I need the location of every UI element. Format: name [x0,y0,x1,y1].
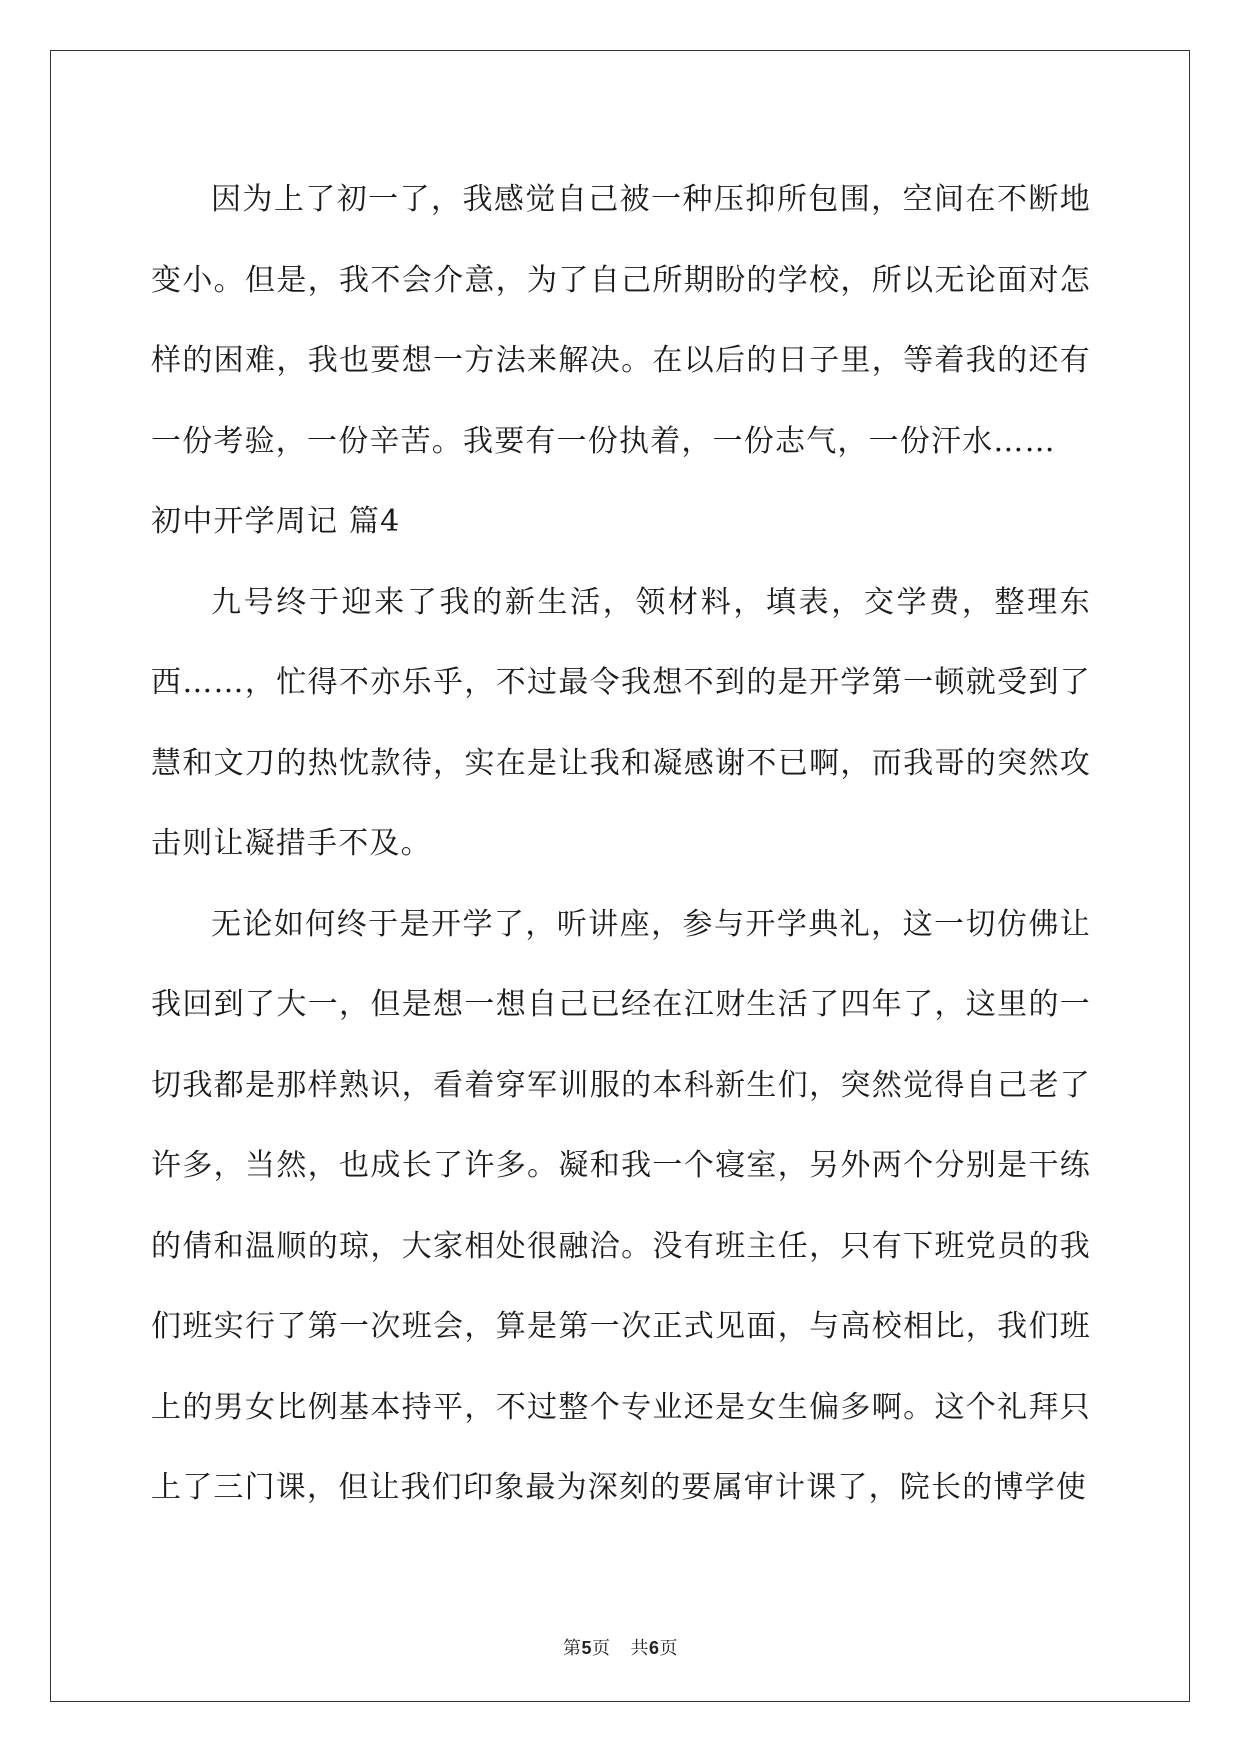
page-prefix: 第 [562,1638,582,1659]
page-total: 6 [649,1638,660,1658]
page-current: 5 [581,1638,592,1658]
paragraph-3: 无论如何终于是开学了，听讲座，参与开学典礼，这一切仿佛让我回到了大一，但是想一想自己已经在江财生活了四年了，这里的一切我都是那样熟识，看着穿军训服的本科新生们，突然觉得自己老了许多，当然，也成长了许多。凝和我一个寝室，另外两个分别是干练的倩和温顺的琼，大家相处很融洽。没有班主任，只有下班党员的我们班实行了第一次班会，算是第一次正式见面，与高校相比，我们班上的男女比例基本持平，不过整个专业还是女生偏多啊。这个礼拜只上了三门课，但让我们印象最为深刻的要属审计课了，院长的博学使 [151,906,1091,1505]
paragraph-1: 因为上了初一了，我感觉自己被一种压抑所包围，空间在不断地变小。但是，我不会介意，为了自己所期盼的学校，所以无论面对怎样的困难，我也要想一方法来解决。在以后的日子里，等着我的还有一份考验，一份辛苦。我要有一份执着，一份志气，一份汗水…… [151,182,1091,459]
section-heading: 初中开学周记 篇4 [151,504,401,539]
page-suffix: 页 [592,1638,611,1659]
total-prefix: 共 [630,1638,649,1659]
document-body [151,160,1091,1529]
paragraph-2: 九号终于迎来了我的新生活，领材料，填表，交学费，整理东西……，忙得不亦乐乎，不过最令我想不到的是开学第一顿就受到了慧和文刀的热忱款待，实在是让我和凝感谢不已啊，而我哥的突然攻击则让凝措手不及。 [151,584,1091,861]
total-suffix: 页 [659,1638,679,1659]
page-footer [0,1634,1241,1660]
